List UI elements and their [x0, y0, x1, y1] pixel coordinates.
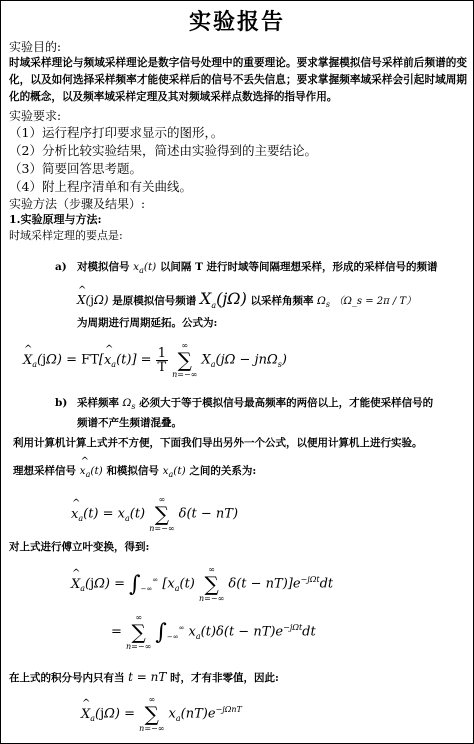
formula-sum-integral: = ∞ ∑ n=−∞ $\int_{-\infty}^\infty$ $x_a(t)\delta(t - nT)e^{-j\Omega t}dt$	[111, 613, 316, 651]
principle-heading: 1.实验原理与方法:	[9, 213, 102, 226]
point-a-text-post: 以间隔 T 进行时域等间隔理想采样，形成的采样信号的频谱	[159, 261, 438, 273]
point-a-text-mid: 是原模拟信号频谱	[112, 295, 197, 307]
derivation-intro: 利用计算机计算上式并不方便，下面我们导出另外一个公式，以便用计算机上进行实验。	[13, 437, 423, 449]
point-b-line-1	[77, 395, 433, 415]
requirement-item-4: （4）附上程序清单和有关曲线。	[9, 179, 192, 194]
relation-mid: 和模拟信号	[106, 465, 159, 477]
point-a-text-post2: 以采样角频率	[250, 295, 314, 307]
point-a-label: a)	[55, 261, 67, 273]
omega-s-symbol: $\Omega_s$	[317, 295, 330, 310]
integral-condition-line	[9, 669, 279, 686]
key-points-line: 时域采样定理的要点是:	[9, 229, 123, 242]
method-heading: 实验方法（步骤及结果）:	[9, 197, 146, 211]
xa-t-symbol-2: $x_a(t)$	[162, 465, 186, 480]
formula-spectrum-periodic: ^ $X_a(j\Omega)$ = FT[^ $x_a(t)$] = $\frac{1}{T}$ ∞ ∑ n=−∞ $X_a(j\Omega - jn\Omega_s)$	[23, 341, 287, 379]
point-b-line-2: 频谱不产生频谱混叠。	[77, 417, 182, 429]
fourier-line: 对上式进行傅立叶变换，得到:	[9, 541, 150, 553]
omega-s-definition: （Ω_s = 2π / T）	[333, 296, 417, 307]
point-a-line-1	[77, 259, 438, 279]
formula-sampling-relation: ^ $x_a(t) = x_a(t)$ ∞ ∑ n=−∞ δ(t − nT)	[71, 495, 238, 533]
point-b-text-post: 必须大于等于模拟信号最高频率的两倍以上，才能使采样信号的	[139, 397, 434, 409]
xhat-jomega-symbol: ^ X(jΩ)	[77, 293, 109, 307]
formula-fourier-integral: ^ $X_a(j\Omega) = \int_{-\infty}^\infty$ [$x_a(t)$ ∞ ∑ n=−∞ $\delta(t - nT)]e^{-j\Omega t}dt$	[71, 565, 333, 603]
integral-condition: t = nT	[128, 670, 167, 684]
relation-line	[13, 463, 256, 483]
requirement-item-1: （1）运行程序打印要求显示的图形，。	[9, 125, 224, 140]
formula-final-sum: ^ $X_a(j\Omega)$ = ∞ ∑ n=−∞ $x_a(nT)e^{-j\Omega nT}$	[81, 695, 242, 733]
integral-post: 时，才有非零值，因此:	[170, 672, 279, 684]
requirement-item-2: （2）分析比较实验结果，简述由实验得到的主要结论。	[9, 143, 317, 158]
relation-pre: 理想采样信号	[13, 465, 76, 477]
point-a-line-2	[77, 291, 416, 314]
omega-s-symbol-b: $\Omega_s$	[122, 397, 136, 412]
requirement-item-3: （3）简要回答思考题。	[9, 161, 142, 176]
xhat-a-t-symbol: ^ $x_a(t)$	[80, 465, 103, 477]
integral-pre: 在上式的积分号内只有当	[9, 672, 125, 684]
xa-jomega-symbol: $X_a(j\Omega)$	[199, 289, 247, 311]
requirements-heading: 实验要求:	[9, 109, 62, 123]
point-a-text-pre: 对模拟信号	[77, 261, 130, 273]
point-a-line-3: 为周期进行周期延拓。公式为:	[77, 317, 218, 329]
point-b-text-pre: 采样频率	[77, 397, 119, 409]
purpose-heading: 实验目的:	[9, 40, 62, 54]
purpose-text: 时域采样理论与频域采样理论是数字信号处理中的重要理论。要求掌握模拟信号采样前后频谱的变化，以及如何选择采样频率才能使采样后的信号不丢失信息；要求掌握频率域采样会引起时域周期化的概念，以及频率域采样定理及其对频域采样点数选择的指导作用。	[9, 57, 467, 103]
relation-post: 之间的关系为:	[189, 465, 257, 477]
point-b-label: b)	[55, 397, 68, 409]
xa-t-symbol: $x_a(t)$	[133, 261, 157, 276]
page-title: 实验报告	[188, 9, 285, 35]
